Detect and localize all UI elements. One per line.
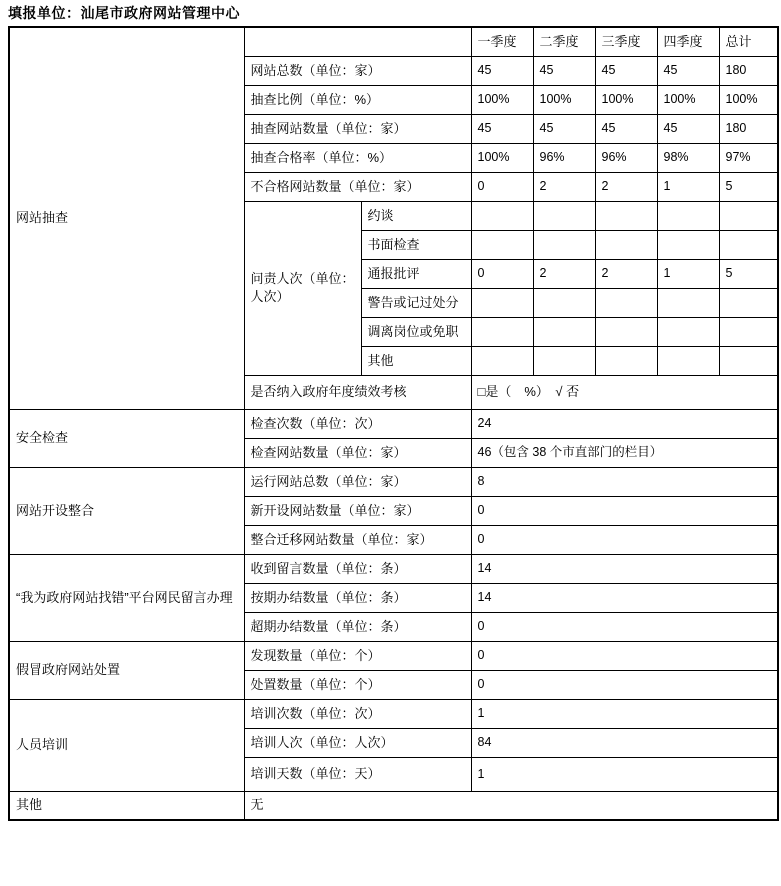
quarter-header-q1: 一季度 — [471, 27, 533, 56]
metric-value-total — [719, 230, 778, 259]
metric-value-q3 — [595, 346, 657, 375]
metric-label: 整合迁移网站数量（单位：家） — [244, 525, 471, 554]
metric-value-q1: 100% — [471, 143, 533, 172]
metric-value: 1 — [471, 757, 778, 791]
metric-value-total: 180 — [719, 56, 778, 85]
quarter-header-q2: 二季度 — [533, 27, 595, 56]
metric-value-q1 — [471, 346, 533, 375]
metric-label: 培训人次（单位：人次） — [244, 728, 471, 757]
table-row — [9, 554, 778, 583]
metric-label: 处置数量（单位：个） — [244, 670, 471, 699]
metric-value-q2: 45 — [533, 114, 595, 143]
metric-value: 0 — [471, 525, 778, 554]
metric-value-q1 — [471, 230, 533, 259]
group-cell-site-integration: 网站开设整合 — [9, 467, 244, 554]
metric-value-q3 — [595, 317, 657, 346]
metric-label: 不合格网站数量（单位：家） — [244, 172, 471, 201]
table-row — [9, 641, 778, 670]
metric-label: 培训天数（单位：天） — [244, 757, 471, 791]
metric-value-total — [719, 346, 778, 375]
metric-value-q3: 96% — [595, 143, 657, 172]
metric-value-q1 — [471, 317, 533, 346]
assessment-value: □是（ %） √ 否 — [471, 375, 778, 409]
sub-metric-label: 警告或记过处分 — [361, 288, 471, 317]
metric-value-q3 — [595, 288, 657, 317]
metric-value: 14 — [471, 554, 778, 583]
metric-label: 发现数量（单位：个） — [244, 641, 471, 670]
metric-value-total — [719, 201, 778, 230]
metric-value-q2: 45 — [533, 56, 595, 85]
metric-value-q4 — [657, 346, 719, 375]
metric-value: 84 — [471, 728, 778, 757]
metric-value-q1: 0 — [471, 259, 533, 288]
table-row — [9, 699, 778, 728]
metric-value-total: 100% — [719, 85, 778, 114]
metric-value: 24 — [471, 409, 778, 438]
metric-value-q4 — [657, 288, 719, 317]
metric-value-q2: 2 — [533, 172, 595, 201]
header-empty-cell — [244, 27, 471, 56]
metric-value-q3: 45 — [595, 56, 657, 85]
metric-value-q3: 2 — [595, 259, 657, 288]
metric-value-q3: 100% — [595, 85, 657, 114]
report-unit-title: 填报单位：汕尾市政府网站管理中心 — [8, 5, 240, 21]
report-table — [8, 26, 779, 821]
metric-value-q2: 100% — [533, 85, 595, 114]
metric-value-q4 — [657, 201, 719, 230]
metric-value-q4: 98% — [657, 143, 719, 172]
table-row — [9, 791, 778, 820]
metric-value-q1 — [471, 201, 533, 230]
group-cell-website-spot-check: 网站抽查 — [9, 27, 244, 409]
metric-value-total — [719, 317, 778, 346]
metric-value-q4: 1 — [657, 172, 719, 201]
sub-metric-label: 约谈 — [361, 201, 471, 230]
metric-value-q2 — [533, 288, 595, 317]
metric-value: 0 — [471, 641, 778, 670]
sub-metric-label: 其他 — [361, 346, 471, 375]
metric-label: 检查次数（单位：次） — [244, 409, 471, 438]
metric-value: 0 — [471, 670, 778, 699]
metric-value-total: 5 — [719, 172, 778, 201]
metric-value-total: 97% — [719, 143, 778, 172]
table-row — [9, 409, 778, 438]
quarter-header-q3: 三季度 — [595, 27, 657, 56]
accountability-label: 问责人次（单位：人次） — [244, 201, 361, 375]
metric-label: 超期办结数量（单位：条） — [244, 612, 471, 641]
metric-label: 网站总数（单位：家） — [244, 56, 471, 85]
group-cell-personnel-training: 人员培训 — [9, 699, 244, 791]
metric-label: 抽查合格率（单位：%） — [244, 143, 471, 172]
sub-metric-label: 调离岗位或免职 — [361, 317, 471, 346]
metric-label: 新开设网站数量（单位：家） — [244, 496, 471, 525]
metric-value-q4: 1 — [657, 259, 719, 288]
quarter-header-q4: 四季度 — [657, 27, 719, 56]
metric-value: 46（包含 38 个市直部门的栏目） — [471, 438, 778, 467]
metric-value: 14 — [471, 583, 778, 612]
metric-value-q4 — [657, 317, 719, 346]
metric-value-q2 — [533, 201, 595, 230]
group-cell-security-check: 安全检查 — [9, 409, 244, 467]
sub-metric-label: 通报批评 — [361, 259, 471, 288]
metric-value-total: 5 — [719, 259, 778, 288]
metric-value: 无 — [244, 791, 778, 820]
group-cell-other: 其他 — [9, 791, 244, 820]
metric-value: 0 — [471, 612, 778, 641]
metric-label: 抽查网站数量（单位：家） — [244, 114, 471, 143]
metric-value-q1: 45 — [471, 114, 533, 143]
metric-value-q3 — [595, 201, 657, 230]
metric-value-q4: 45 — [657, 56, 719, 85]
metric-value-q1: 0 — [471, 172, 533, 201]
metric-value-q1 — [471, 288, 533, 317]
metric-value-q2: 2 — [533, 259, 595, 288]
metric-label: 检查网站数量（单位：家） — [244, 438, 471, 467]
metric-label: 抽查比例（单位：%） — [244, 85, 471, 114]
metric-value: 1 — [471, 699, 778, 728]
metric-label: 收到留言数量（单位：条） — [244, 554, 471, 583]
metric-value-q4 — [657, 230, 719, 259]
group-cell-fake-site-disposal: 假冒政府网站处置 — [9, 641, 244, 699]
metric-value-q4: 100% — [657, 85, 719, 114]
metric-value-q2 — [533, 346, 595, 375]
metric-value-q1: 100% — [471, 85, 533, 114]
table-row — [9, 467, 778, 496]
metric-value-q3: 2 — [595, 172, 657, 201]
metric-value-q4: 45 — [657, 114, 719, 143]
metric-value-q3: 45 — [595, 114, 657, 143]
metric-value-q1: 45 — [471, 56, 533, 85]
sub-metric-label: 书面检查 — [361, 230, 471, 259]
group-cell-error-feedback: “我为政府网站找错”平台网民留言办理 — [9, 554, 244, 641]
quarter-header-total: 总计 — [719, 27, 778, 56]
table-header-row — [9, 27, 778, 56]
metric-label: 运行网站总数（单位：家） — [244, 467, 471, 496]
metric-value: 0 — [471, 496, 778, 525]
metric-value-q2 — [533, 230, 595, 259]
metric-value-q2: 96% — [533, 143, 595, 172]
metric-label: 按期办结数量（单位：条） — [244, 583, 471, 612]
metric-value-q2 — [533, 317, 595, 346]
metric-label: 培训次数（单位：次） — [244, 699, 471, 728]
metric-value: 8 — [471, 467, 778, 496]
metric-value-q3 — [595, 230, 657, 259]
metric-value-total — [719, 288, 778, 317]
assessment-label: 是否纳入政府年度绩效考核 — [244, 375, 471, 409]
metric-value-total: 180 — [719, 114, 778, 143]
